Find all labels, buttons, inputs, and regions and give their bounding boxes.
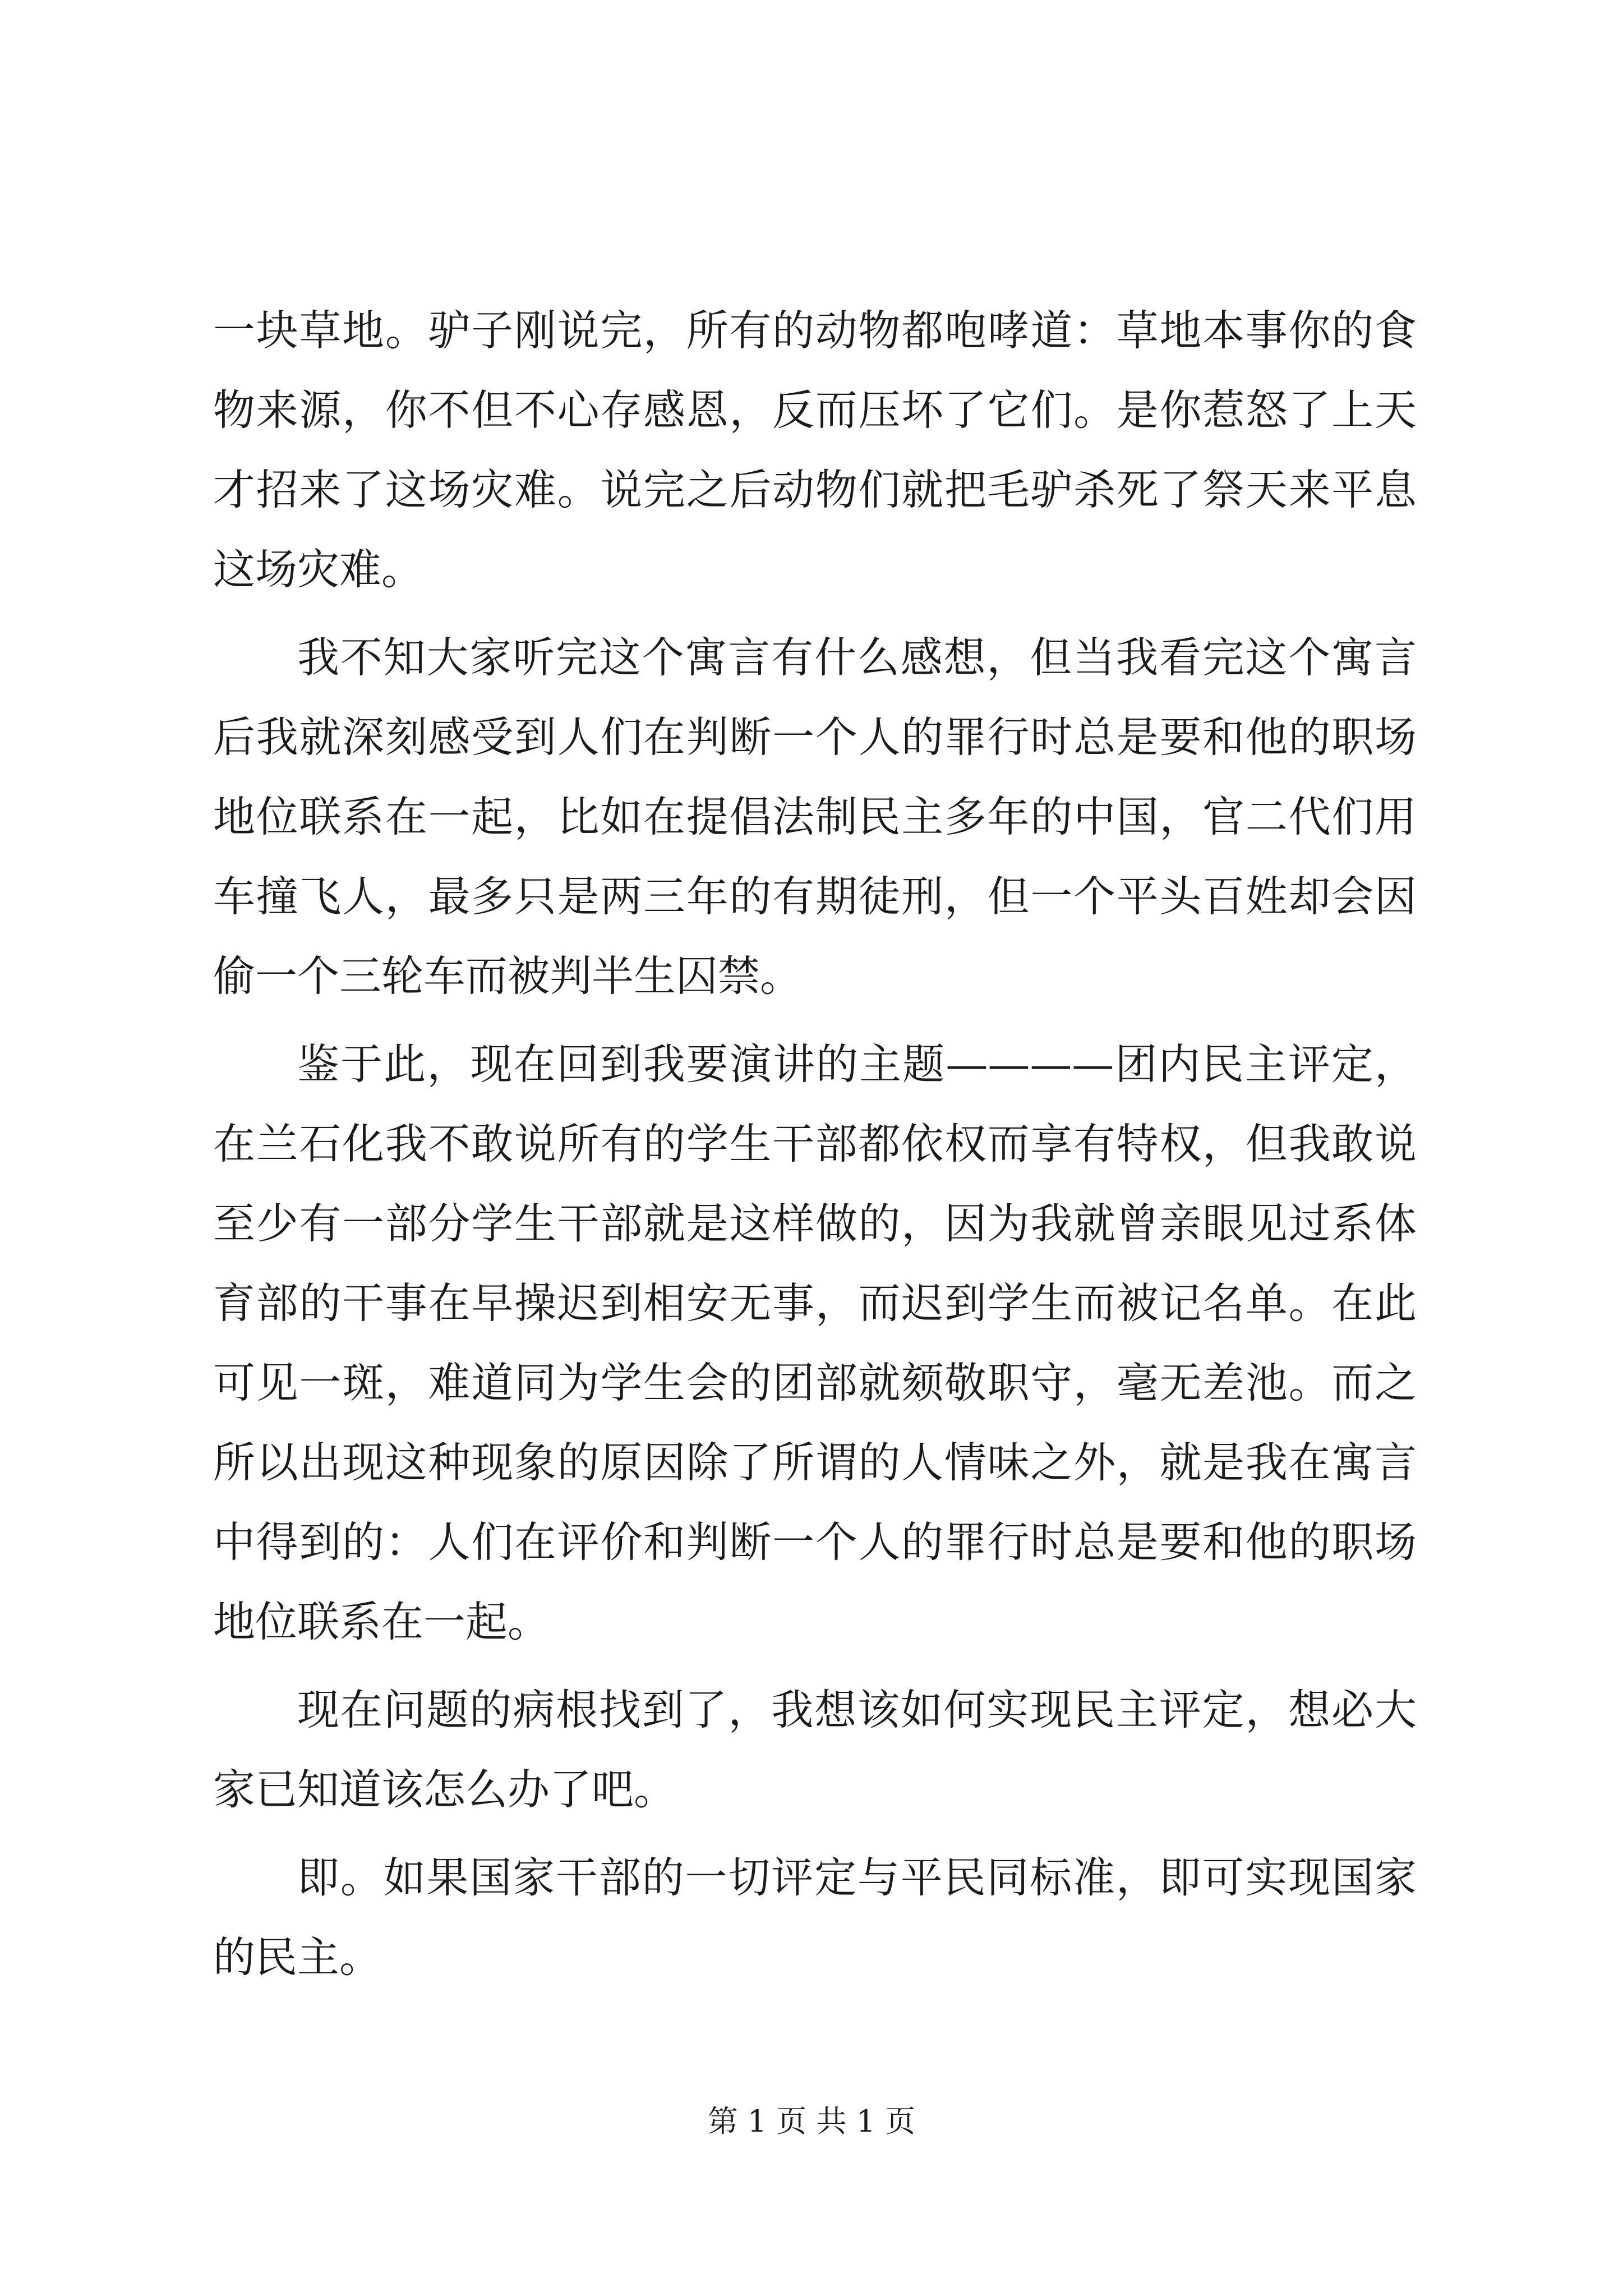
page-footer [0, 2099, 1623, 2144]
document-body [213, 291, 1417, 2005]
paragraph-continuation: 一块草地。驴子刚说完，所有的动物都咆哮道：草地本事你的食物来源，你不但不心存感恩，反而压坏了它们。是你惹怒了上天才招来了这场灾难。说完之后动物们就把毛驴杀死了祭天来平息这场灾难。 [213, 306, 1417, 594]
paragraph-fable-reflection: 我不知大家听完这个寓言有什么感想，但当我看完这个寓言后我就深刻感受到人们在判断一个人的罪行时总是要和他的职场地位联系在一起，比如在提倡法制民主多年的中国，官二代们用车撞飞人，最多只是两三年的有期徒刑，但一个平头百姓却会因偷一个三轮车而被判半生囚禁。 [213, 633, 1417, 1001]
page-number-label: 第 1 页 共 1 页 [707, 2104, 916, 2139]
paragraph-speech-topic: 鉴于此，现在回到我要演讲的主题————团内民主评定，在兰石化我不敢说所有的学生干部都依权而享有特权，但我敢说至少有一部分学生干部就是这样做的，因为我就曾亲眼见过系体育部的干事在早操迟到相安无事，而迟到学生而被记名单。在此可见一斑，难道同为学生会的团部就颏敬职守，毫无差池。而之所以出现这种现象的原因除了所谓的人情味之外，就是我在寓言中得到的：人们在评价和判断一个人的罪行时总是要和他的职场地位联系在一起。 [213, 1039, 1417, 1646]
paragraph-root-cause: 现在问题的病根找到了，我想该如何实现民主评定，想必大家已知道该怎么办了吧。 [213, 1685, 1417, 1814]
paragraph-conclusion: 即。如果国家干部的一切评定与平民同标准，即可实现国家的民主。 [213, 1853, 1417, 1982]
